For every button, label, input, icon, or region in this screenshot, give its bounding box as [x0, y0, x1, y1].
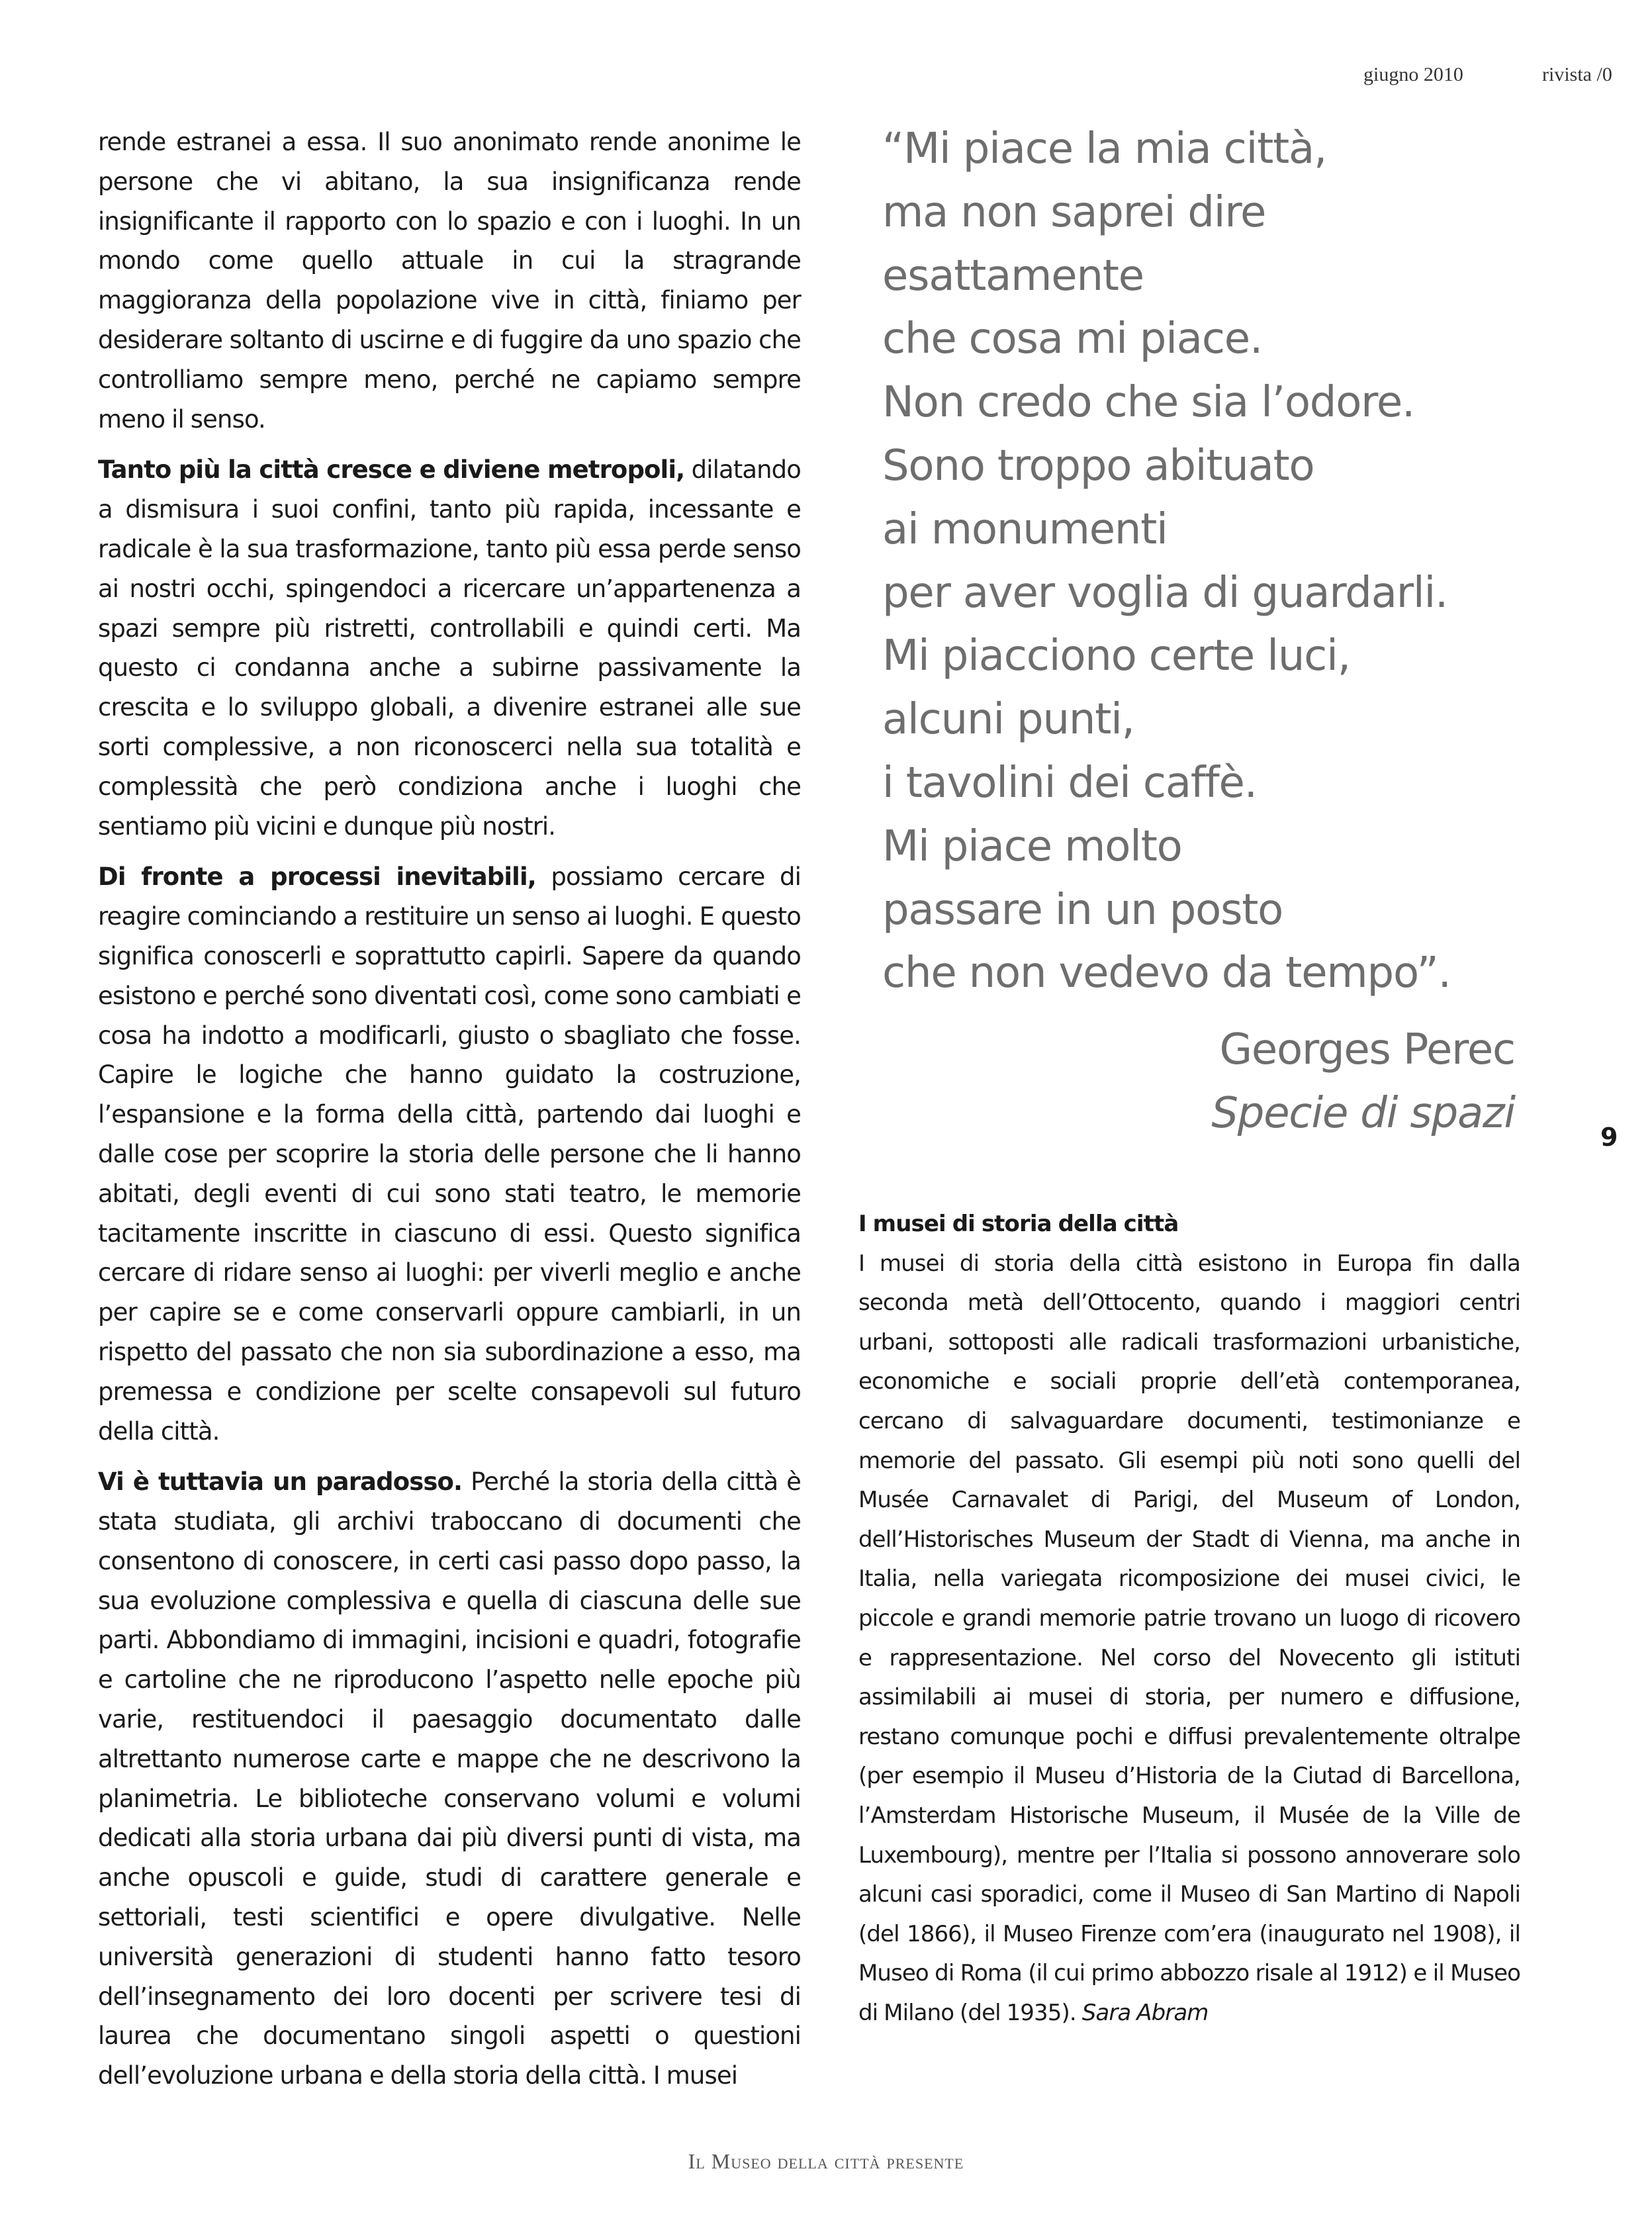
footer-title: Il Museo della città presente [688, 2149, 964, 2173]
article-column [98, 122, 801, 2107]
quote-line: che non vedevo da tempo”. [882, 949, 1451, 998]
quote-line: che cosa mi piace. [882, 314, 1263, 364]
sidebar-title: I musei di storia della città [858, 1211, 1179, 1237]
quote-attribution [1211, 1018, 1515, 1145]
sidebar-body: I musei di storia della città esistono in Europa fin dalla seconda metà dell’Ottocento, quando i maggiori centri urbani, sottoposti alle radicali trasformazioni urbanistiche, economiche e sociali proprie dell’età contemporanea, cercano di salvaguardare documenti, testimonianze e memorie del passato. Gli esempi più noti sono quelli del Musée Carnavalet di Parigi, del Museum of London, dell’Historisches Museum der Stadt di Vienna, ma anche in Italia, nella variegata ricomposizione dei musei civici, le piccole e grandi memorie patrie trovano un luogo di ricovero e rappresentazione. Nel corso del Novecento gli istituti assimilabili ai musei di storia, per numero e diffusione, restano comunque pochi e diffusi prevalentemente oltralpe (per esempio il Museu d’Historia de la Ciutad di Barcellona, l’Amsterdam Historische Museum, il Musée de la Ville de Luxembourg), mentre per l’Italia si possono annoverare solo alcuni casi sporadici, come il Museo di San Martino di Napoli (del 1866), il Museo Firenze com’era (inaugurato nel 1908), il Museo di Roma (il cui primo abbozzo risale al 1912) e il Museo di Milano (del 1935). Sara Abram [858, 1250, 1520, 2026]
quote-work: Specie di spazi [1211, 1089, 1515, 1138]
quote-line: Non credo che sia l’odore. [882, 378, 1415, 428]
quote-line: ma non saprei dire [882, 187, 1266, 237]
quote-line: alcuni punti, [882, 695, 1134, 745]
quote-author: Georges Perec [1219, 1025, 1515, 1074]
quote-line: esattamente [882, 251, 1144, 301]
quote-line: “Mi piace la mia città, [882, 124, 1327, 173]
quote-line: i tavolini dei caffè. [882, 758, 1257, 808]
quote-line: Sono troppo abituato [882, 441, 1314, 490]
paragraph-lead: Vi è tuttavia un paradosso. [98, 1467, 463, 1497]
article-paragraph-4: Vi è tuttavia un paradosso. Perché la storia della città è stata studiata, gli archivi traboccano di documenti che consentono di conoscere, in certi casi passo dopo passo, la sua evoluzione complessiva e quella di ciascuna delle sue parti. Abbondiamo di immagini, incisioni e quadri, fotografie e cartoline che ne riproducono l’aspetto nelle epoche più varie, restituendoci il paesaggio documentato dalle altrettanto numerose carte e mappe che ne descrivono la planimetria. Le biblioteche conservano volumi e volumi dedicati alla storia urbana dai più diversi punti di vista, ma anche opuscoli e guide, studi di carattere generale e settoriali, testi scientifici e opere divulgative. Nelle università generazioni di studenti hanno fatto tesoro dell’insegnamento dei loro docenti per scrivere tesi di laurea che documentano singoli aspetti o questioni dell’evoluzione urbana e della storia della città. I musei [98, 1467, 801, 2090]
sidebar-author: Sara Abram [1081, 1999, 1209, 2026]
header-date: giugno 2010 [1363, 64, 1463, 85]
quote-line: passare in un posto [882, 885, 1283, 935]
paragraph-lead: Di fronte a processi inevitabili, [98, 862, 536, 892]
quote-line: Mi piace molto [882, 821, 1182, 871]
quote-line: ai monumenti [882, 504, 1168, 554]
quote-line: Mi piacciono certe luci, [882, 631, 1350, 681]
article-paragraph-1: rende estranei a essa. Il suo anonimato rende anonime le persone che vi abitano, la sua insignificanza rende insignificante il rapporto con lo spazio e con i luoghi. In un mondo come quello attuale in cui la stragrande maggioranza della popolazione vive in città, finiamo per desiderare soltanto di uscirne e di fuggire da uno spazio che controlliamo sempre meno, perché ne capiamo sempre meno il senso. [98, 128, 801, 434]
article-paragraph-2: Tanto più la città cresce e diviene metropoli, dilatando a dismisura i suoi confini, tanto più rapida, incessante e radicale è la sua trasformazione, tanto più essa perde senso ai nostri occhi, spingendoci a ricercare un’appartenenza a spazi sempre più ristretti, controllabili e quindi certi. Ma questo ci condanna anche a subirne passivamente la crescita e lo sviluppo globali, a divenire estranei alle sue sorti complessive, a non riconoscerci nella sua totalità e complessità che però condiziona anche i luoghi che sentiamo più vicini e dunque più nostri. [98, 455, 801, 841]
paragraph-lead: Tanto più la città cresce e diviene metropoli, [98, 455, 685, 485]
sidebar-box [858, 1205, 1520, 2033]
page-number: 9 [1600, 1123, 1618, 1152]
quote-line: per aver voglia di guardarli. [882, 568, 1448, 618]
article-paragraph-3: Di fronte a processi inevitabili, possiamo cercare di reagire cominciando a restituire un senso ai luoghi. E questo significa conoscerli e soprattutto capirli. Sapere da quando esistono e perché sono diventati così, come sono cambiati e cosa ha indotto a modificarli, giusto o sbagliato che fosse. Capire le logiche che hanno guidato la costruzione, l’espansione e la forma della città, partendo dai luoghi e dalle cose per scoprire la storia delle persone che li hanno abitati, degli eventi di cui sono stati teatro, le memorie tacitamente inscritte in ciascuno di essi. Questo significa cercare di ridare senso ai luoghi: per viverli meglio e anche per capire se e come conservarli oppure cambiarli, in un rispetto del passato che non sia subordinazione a esso, ma premessa e condizione per scelte consapevoli sul futuro della città. [98, 862, 801, 1446]
pull-quote [882, 118, 1544, 1005]
header-issue: rivista /0 [1542, 64, 1612, 85]
